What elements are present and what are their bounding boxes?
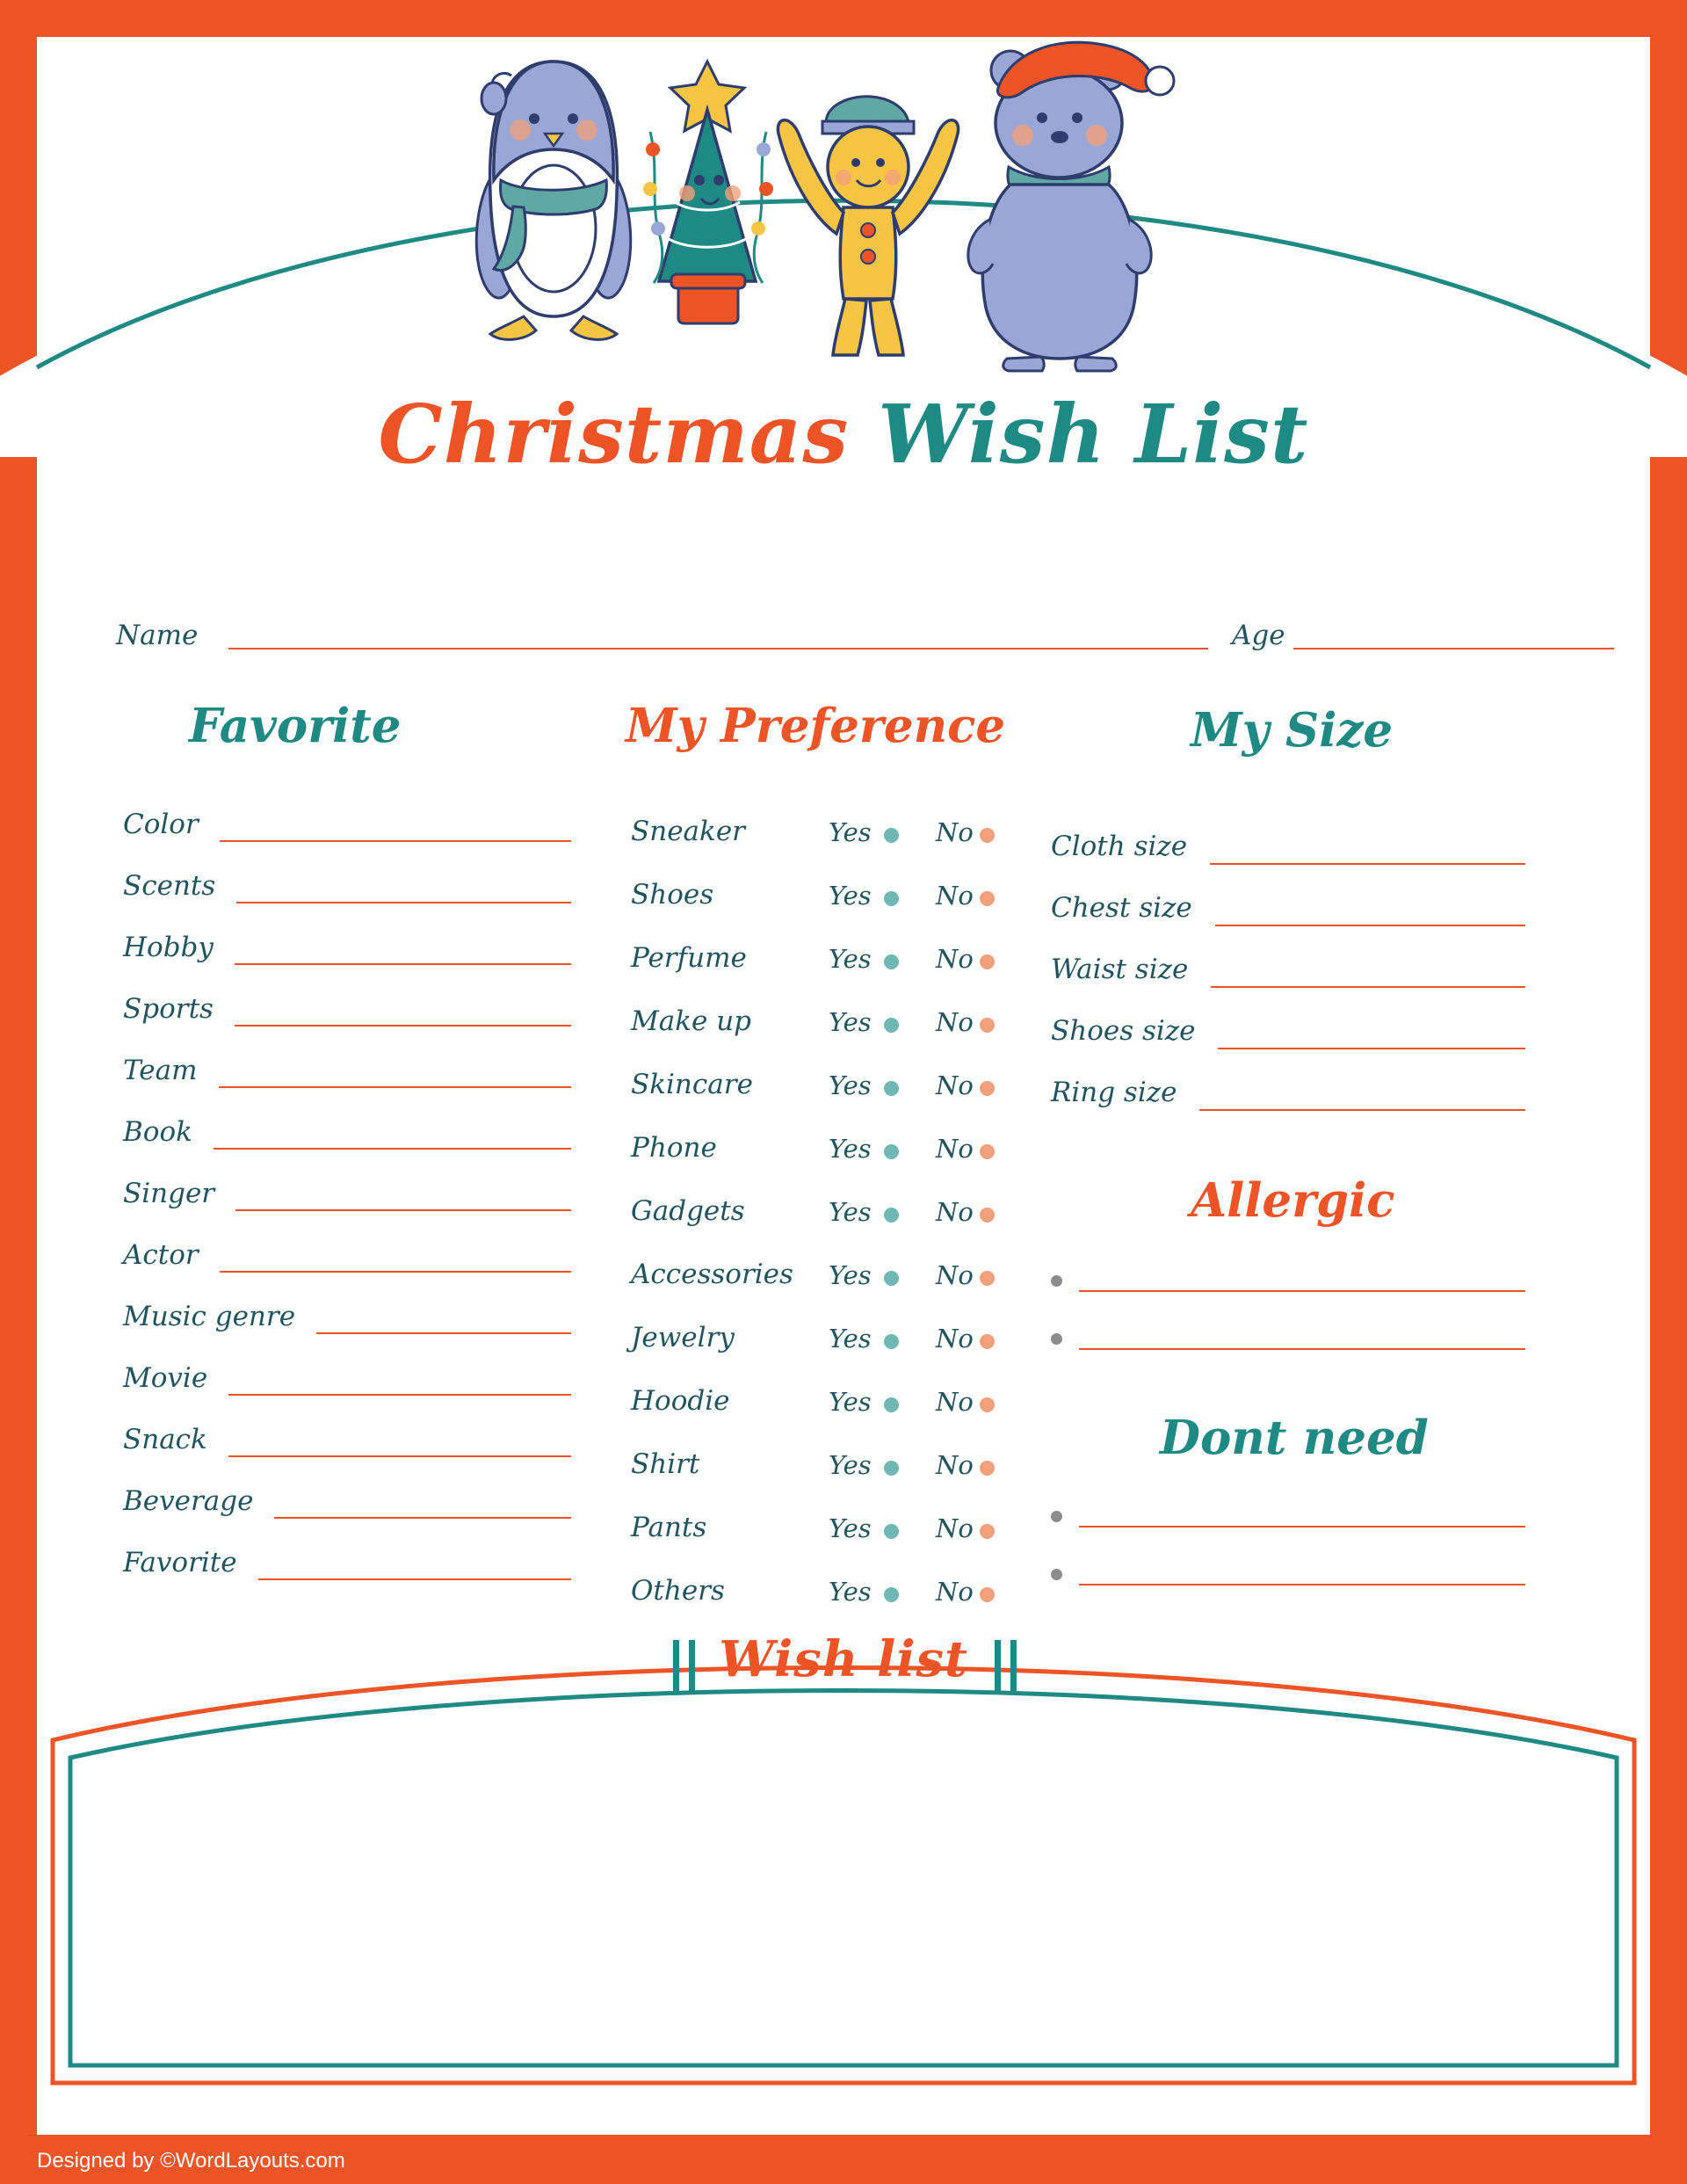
gingerbread-man-icon [778,97,958,355]
preference-yes-radio[interactable] [884,1397,899,1412]
allergic-section-heading: Allergic [1191,1173,1395,1228]
favorite-row [123,870,571,932]
favorite-row-label: Hobby [123,932,214,963]
favorite-row-label: Favorite [123,1547,237,1578]
favorite-row [123,1239,571,1301]
bullet-icon [1051,1333,1062,1345]
preference-no-label: No [936,944,974,974]
favorite-row-input[interactable] [219,1086,571,1088]
favorite-row-input[interactable] [235,1209,571,1211]
preference-row-label: Hoodie [631,1385,730,1417]
footer-credit: Designed by ©WordLayouts.com [37,2149,345,2173]
preference-row-label: Pants [631,1512,707,1543]
preference-no-label: No [936,1134,974,1164]
preference-no-radio[interactable] [980,1397,995,1412]
preference-no-label: No [936,1070,974,1100]
preference-no-radio[interactable] [980,1334,995,1349]
preference-row [631,1512,1017,1575]
preference-no-radio[interactable] [980,891,995,906]
preference-row [631,1195,1017,1259]
favorite-row [123,932,571,993]
favorite-row-input[interactable] [228,1455,571,1457]
allergic-input[interactable] [1079,1348,1525,1350]
preference-yes-label: Yes [829,1450,872,1480]
favorite-row-label: Color [123,809,199,840]
favorite-row [123,993,571,1055]
size-row [1051,892,1525,954]
preference-row-label: Gadgets [631,1195,745,1227]
preference-yes-label: Yes [829,1324,872,1353]
preference-yes-radio[interactable] [884,954,899,969]
preference-row-label: Perfume [631,942,747,974]
dont-need-input[interactable] [1079,1584,1525,1585]
allergic-fields-list [1051,1259,1525,1375]
favorite-row-input[interactable] [258,1578,571,1580]
preference-no-label: No [936,1387,974,1417]
favorite-section-heading: Favorite [189,699,402,753]
preference-no-label: No [936,1260,974,1290]
preference-row-label: Accessories [631,1259,793,1290]
preference-no-radio[interactable] [980,1524,995,1539]
dont-need-section-heading: Dont need [1160,1411,1429,1465]
size-row-label: Shoes size [1051,1015,1196,1047]
preference-yes-radio[interactable] [884,1587,899,1602]
preference-yes-radio[interactable] [884,1461,899,1476]
preference-row-label: Phone [631,1132,717,1164]
favorite-row [123,1055,571,1116]
favorite-row [123,1301,571,1362]
preference-no-label: No [936,1513,974,1543]
size-row-input[interactable] [1218,1048,1525,1049]
preference-no-label: No [936,817,974,847]
preference-yes-label: Yes [829,817,872,847]
dont-need-row [1051,1494,1525,1552]
favorite-row-input[interactable] [214,1148,571,1150]
favorite-row-label: Sports [123,993,214,1025]
size-row [1051,954,1525,1015]
age-input[interactable] [1293,648,1614,649]
favorite-row-label: Movie [123,1362,208,1394]
preference-row [631,816,1017,879]
preference-yes-radio[interactable] [884,1018,899,1033]
preference-yes-radio[interactable] [884,1524,899,1539]
size-row-label: Ring size [1051,1077,1177,1108]
favorite-row-input[interactable] [235,1025,571,1027]
preference-no-radio[interactable] [980,1144,995,1159]
size-row-input[interactable] [1215,925,1525,926]
preference-row [631,1259,1017,1322]
penguin-icon [476,62,630,339]
name-age-row [116,620,1522,664]
preference-yes-label: Yes [829,1070,872,1100]
my-size-fields-list [1051,831,1525,1138]
preference-row [631,879,1017,942]
size-row-input[interactable] [1210,863,1525,865]
favorite-fields-list [123,809,571,1608]
preference-row-label: Shoes [631,879,714,911]
dont-need-input[interactable] [1079,1526,1525,1527]
preference-row [631,1069,1017,1132]
holiday-characters-illustration [439,26,1213,378]
preference-no-label: No [936,1450,974,1480]
preference-row [631,1322,1017,1385]
preference-row [631,1448,1017,1512]
favorite-row [123,1362,571,1424]
allergic-input[interactable] [1079,1290,1525,1292]
favorite-row [123,1485,571,1547]
preference-yes-label: Yes [829,1134,872,1164]
favorite-row-label: Team [123,1055,198,1086]
preference-no-radio[interactable] [980,1587,995,1602]
preference-yes-label: Yes [829,1260,872,1290]
page-title [0,387,1687,482]
favorite-row-input[interactable] [316,1332,571,1334]
size-row-label: Cloth size [1051,831,1188,862]
favorite-row-label: Singer [123,1178,215,1209]
size-row-label: Waist size [1051,954,1189,985]
favorite-row [123,1178,571,1239]
favorite-row-label: Snack [123,1424,207,1455]
favorite-row-input[interactable] [236,902,571,903]
preference-yes-radio[interactable] [884,1208,899,1223]
allergic-row [1051,1317,1525,1375]
favorite-row-input[interactable] [274,1517,571,1519]
preference-row [631,942,1017,1005]
page-title-part-1: Christmas [378,387,879,482]
preference-section-heading: My Preference [626,699,1006,753]
preference-fields-list [631,816,1017,1638]
favorite-row-input[interactable] [228,1394,571,1396]
favorite-row-label: Book [123,1116,192,1148]
preference-row [631,1005,1017,1069]
my-size-section-heading: My Size [1191,703,1394,758]
preference-no-radio[interactable] [980,828,995,843]
preference-row [631,1385,1017,1448]
preference-yes-radio[interactable] [884,891,899,906]
preference-row-label: Others [631,1575,725,1607]
preference-no-radio[interactable] [980,1461,995,1476]
favorite-row-input[interactable] [235,963,571,965]
preference-yes-radio[interactable] [884,1144,899,1159]
size-row [1051,831,1525,892]
preference-no-radio[interactable] [980,1018,995,1033]
preference-yes-label: Yes [829,1007,872,1037]
preference-row-label: Sneaker [631,816,745,847]
preference-row-label: Make up [631,1005,752,1037]
favorite-row-label: Music genre [123,1301,296,1332]
bullet-icon [1051,1275,1062,1287]
preference-yes-label: Yes [829,881,872,911]
preference-no-label: No [936,1324,974,1353]
name-input[interactable] [228,648,1208,649]
preference-no-label: No [936,1007,974,1037]
favorite-row-label: Beverage [123,1485,254,1517]
preference-no-radio[interactable] [980,1081,995,1096]
preference-yes-radio[interactable] [884,1271,899,1286]
preference-yes-label: Yes [829,944,872,974]
preference-row-label: Skincare [631,1069,753,1100]
preference-yes-label: Yes [829,1197,872,1227]
preference-yes-radio[interactable] [884,1081,899,1096]
size-row-label: Chest size [1051,892,1192,924]
teddy-bear-icon [968,42,1174,371]
preference-row-label: Jewelry [631,1322,735,1353]
wish-list-heading: Wish list [719,1630,968,1688]
favorite-row [123,1547,571,1608]
favorite-row-input[interactable] [220,840,571,842]
preference-row [631,1132,1017,1195]
favorite-row-label: Actor [123,1239,199,1271]
preference-row-label: Shirt [631,1448,700,1480]
size-row-input[interactable] [1211,986,1525,988]
size-row [1051,1015,1525,1077]
allergic-row [1051,1259,1525,1317]
favorite-row-input[interactable] [220,1271,571,1273]
size-row-input[interactable] [1199,1109,1525,1111]
bullet-icon [1051,1569,1062,1580]
favorite-row [123,1424,571,1485]
page-title-part-2: Wish List [878,387,1309,482]
wish-list-box[interactable] [35,1626,1652,2118]
preference-no-label: No [936,1577,974,1607]
favorite-row [123,809,571,870]
preference-yes-label: Yes [829,1513,872,1543]
preference-no-radio[interactable] [980,1208,995,1223]
preference-no-label: No [936,1197,974,1227]
preference-yes-label: Yes [829,1387,872,1417]
preference-no-radio[interactable] [980,1271,995,1286]
preference-no-label: No [936,881,974,911]
dont-need-fields-list [1051,1494,1525,1610]
age-label: Age [1232,620,1285,651]
favorite-row [123,1116,571,1178]
dont-need-row [1051,1552,1525,1610]
preference-yes-radio[interactable] [884,1334,899,1349]
preference-no-radio[interactable] [980,954,995,969]
preference-yes-label: Yes [829,1577,872,1607]
favorite-row-label: Scents [123,870,216,902]
bullet-icon [1051,1511,1062,1522]
size-row [1051,1077,1525,1138]
christmas-tree-icon [643,62,773,323]
name-label: Name [116,620,199,651]
preference-yes-radio[interactable] [884,828,899,843]
